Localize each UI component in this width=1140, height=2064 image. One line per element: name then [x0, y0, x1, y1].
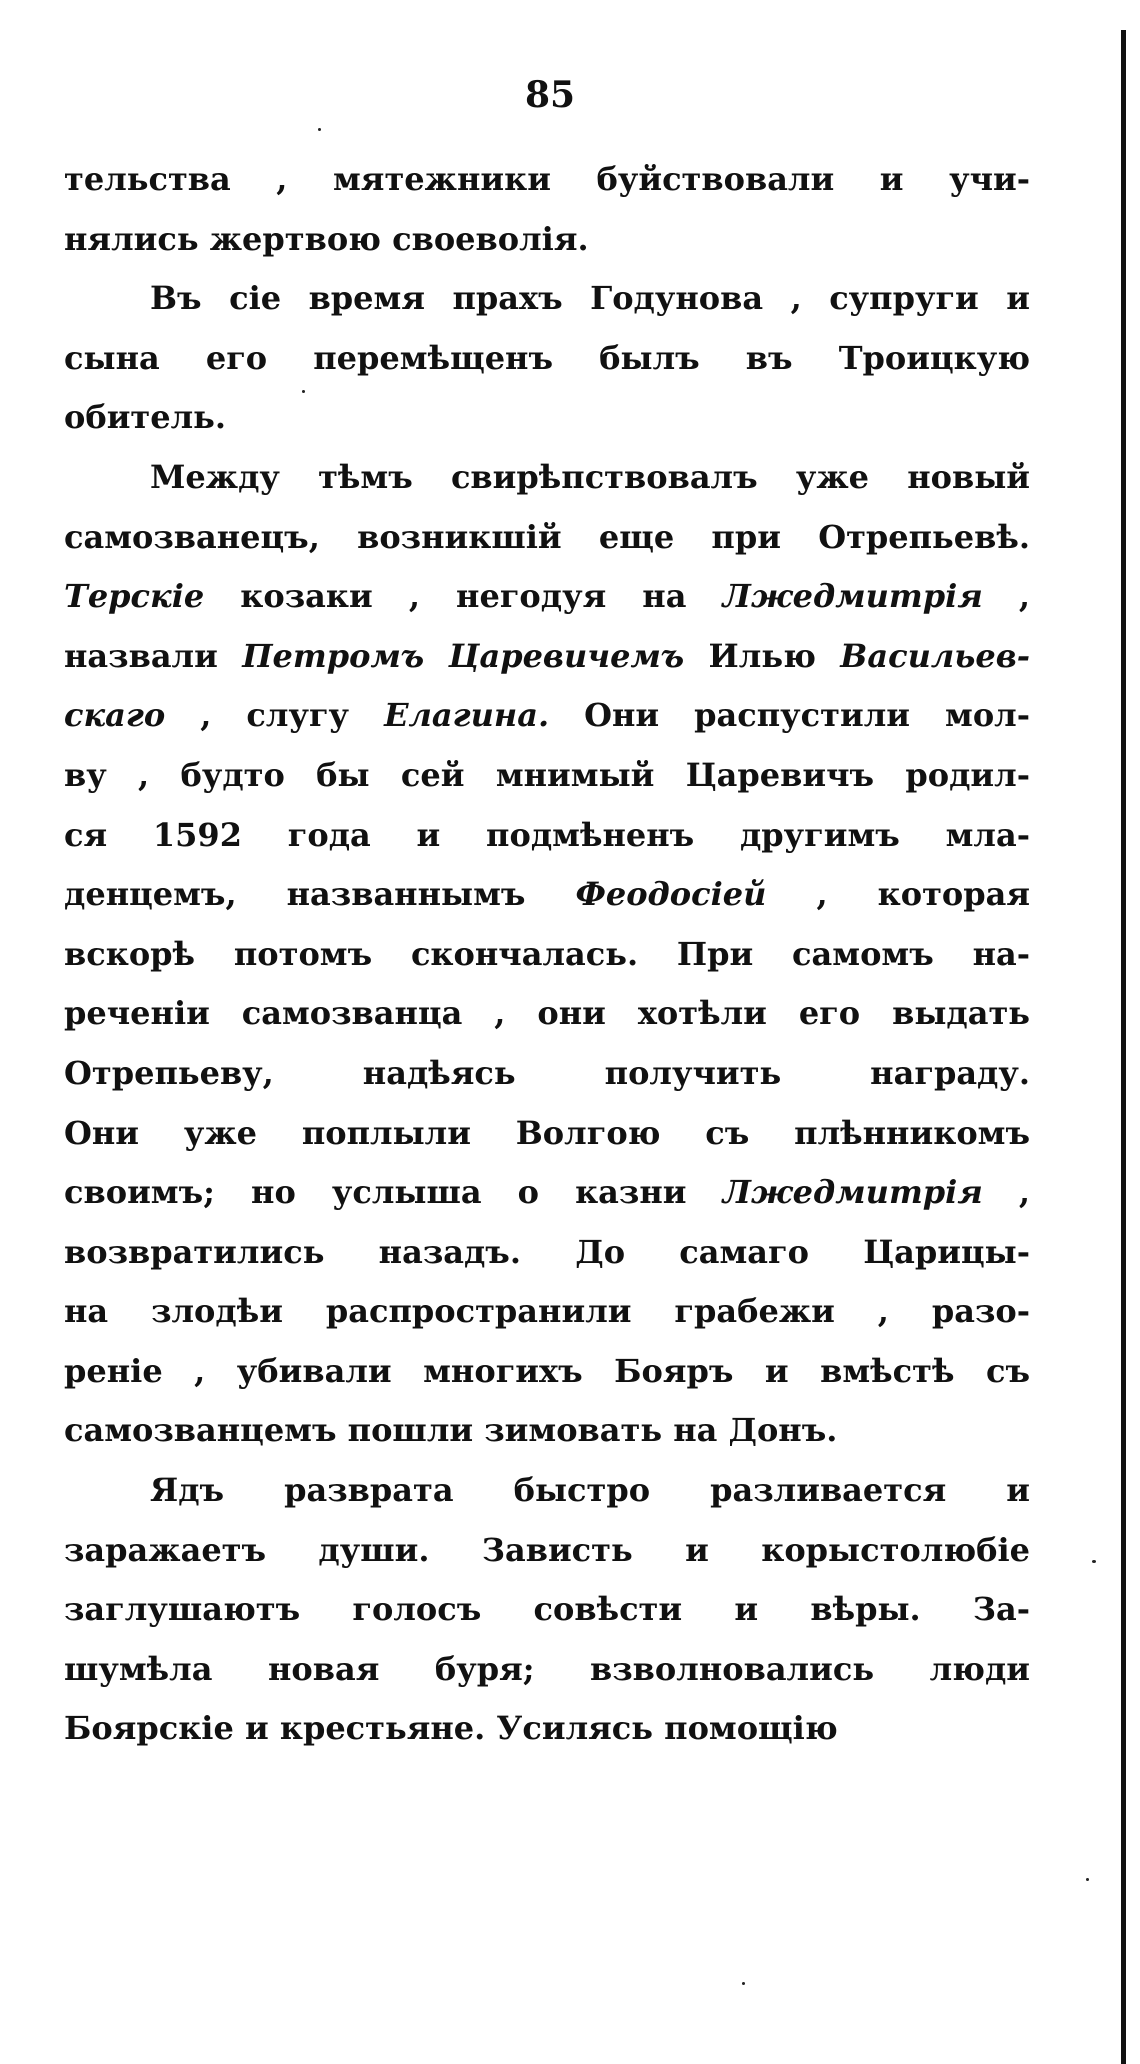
text-line: [64, 1401, 1030, 1461]
text-line: [64, 567, 1030, 627]
text-line: [64, 448, 1030, 508]
text-run: Между тѣмъ свирѣпствовалъ уже новый: [150, 457, 1030, 496]
text-line: [64, 746, 1030, 806]
text-line: [64, 627, 1030, 687]
text-line: [64, 1044, 1030, 1104]
text-run: Петромъ Царевичемъ: [242, 636, 685, 675]
text-line: [64, 269, 1030, 329]
text-run: Терскіе: [64, 577, 205, 616]
text-run: тельства , мятежники буйствовали и учи-: [64, 160, 1030, 198]
ink-speck: [1092, 1560, 1096, 1563]
text-run: вскорѣ потомъ скончалась. При самомъ на-: [64, 934, 1030, 973]
text-line: [64, 925, 1030, 985]
text-run: сына его перемѣщенъ былъ въ Троицкую: [64, 338, 1030, 377]
text-line: [64, 984, 1030, 1044]
text-run: заглушаютъ голосъ совѣсти и вѣры. За-: [64, 1590, 1030, 1629]
text-run: самозванецъ, возникшій еще при Отрепьевѣ.: [64, 517, 1030, 556]
text-line: [64, 865, 1030, 925]
text-line: [64, 150, 1030, 210]
text-line: [64, 806, 1030, 866]
text-run: шумѣла новая буря; взволновались люди: [64, 1649, 1030, 1688]
text-run: Лжедмитрія: [722, 1173, 983, 1212]
paragraph: [64, 448, 1030, 1461]
paragraph: [64, 269, 1030, 448]
text-run: назвали: [64, 636, 243, 675]
text-run: , слугу: [165, 696, 385, 735]
text-run: заражаетъ души. Зависть и корыстолюбіе: [64, 1530, 1030, 1569]
text-run: ,: [982, 1173, 1030, 1212]
text-line: [64, 1580, 1030, 1640]
text-run: Феодосіей: [575, 875, 767, 914]
text-run: Они уже поплыли Волгою съ плѣнникомъ: [64, 1113, 1030, 1152]
text-run: Илью: [684, 636, 841, 675]
text-line: [64, 1282, 1030, 1342]
text-run: , которая: [766, 875, 1030, 914]
text-line: [64, 1521, 1030, 1581]
ink-speck: [1086, 1878, 1089, 1881]
text-run: Елагина.: [384, 696, 550, 735]
text-run: Они распустили мол-: [549, 696, 1030, 735]
ink-speck: [742, 1982, 745, 1985]
text-run: Боярскіе и крестьяне. Усилясь помощію: [64, 1709, 838, 1748]
text-run: Ядъ разврата быстро разливается и: [150, 1471, 1030, 1510]
text-run: ся 1592 года и подмѣненъ другимъ мла-: [64, 815, 1030, 854]
text-run: Лжедмитрія: [722, 577, 983, 616]
text-run: ву , будто бы сей мнимый Царевичъ родил-: [64, 755, 1030, 794]
text-line: [64, 508, 1030, 568]
text-line: [64, 1699, 1030, 1759]
ink-speck: [302, 390, 305, 393]
text-run: скаго: [64, 696, 166, 735]
text-line: [64, 1104, 1030, 1164]
text-run: денцемъ, названнымъ: [64, 875, 576, 914]
text-run: Въ сіе время прахъ Годунова , супруги и: [150, 279, 1030, 318]
text-run: самозванцемъ пошли зимовать на Донъ.: [64, 1411, 838, 1450]
text-line: [64, 210, 1030, 270]
paragraph: [64, 1461, 1030, 1759]
text-line: [64, 1640, 1030, 1700]
text-line: [64, 686, 1030, 746]
text-run: реніе , убивали многихъ Бояръ и вмѣстѣ съ: [64, 1351, 1030, 1390]
page-number: 85: [524, 74, 576, 116]
body-text: [64, 150, 1030, 1759]
text-run: реченіи самозванца , они хотѣли его выдать: [64, 994, 1030, 1033]
text-line: [64, 329, 1030, 389]
text-run: своимъ; но услыша о казни: [64, 1173, 723, 1212]
text-line: [64, 1223, 1030, 1283]
text-run: возвратились назадъ. До самаго Царицы-: [64, 1232, 1030, 1271]
text-line: [64, 1461, 1030, 1521]
ink-speck: [318, 128, 321, 131]
text-line: [64, 1163, 1030, 1223]
text-run: нялись жертвою своеволія.: [64, 219, 589, 258]
text-run: козаки , негодуя на: [204, 577, 723, 616]
text-run: Отрепьеву, надѣясь получить награду.: [64, 1053, 1030, 1092]
text-line: [64, 1342, 1030, 1402]
text-run: на злодѣи распространили грабежи , разо-: [64, 1292, 1030, 1331]
page-edge-rule: [1121, 30, 1126, 2064]
text-run: обитель.: [64, 398, 227, 437]
text-line: [64, 388, 1030, 448]
paragraph: [64, 150, 1030, 269]
text-run: ,: [982, 577, 1030, 616]
text-run: Васильев-: [840, 636, 1030, 675]
